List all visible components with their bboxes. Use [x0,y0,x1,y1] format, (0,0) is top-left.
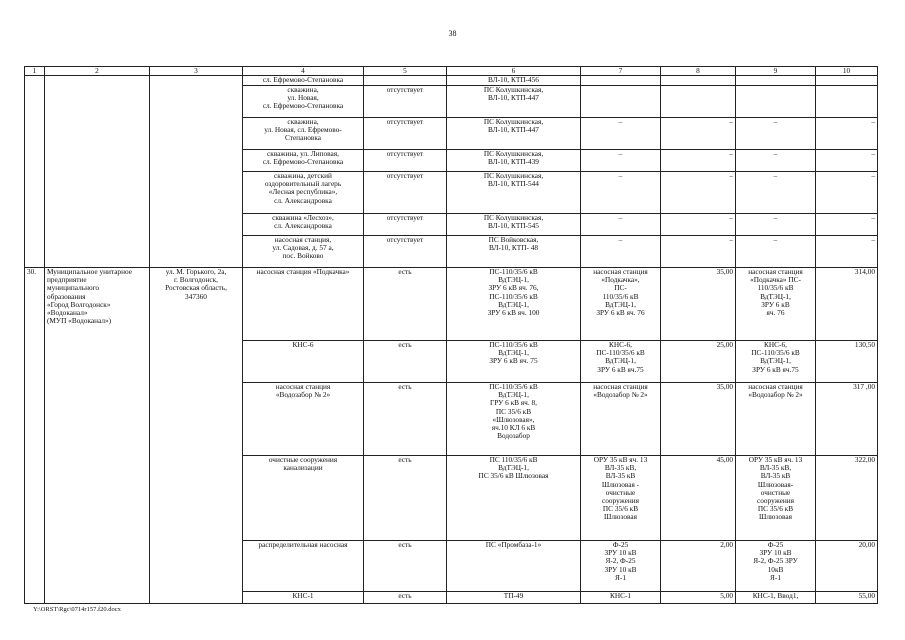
cell-col6: ПС Колушкинская, ВЛ-10, КТП-447 [447,86,581,118]
cell-col5: есть [364,456,447,541]
cell-col10: 317 ,00 [816,383,878,456]
cell-col9: насосная станция «Водозабор № 2» [736,383,816,456]
cell-col4: насосная станция, ул. Садовая, д. 57 а, пос. Войково [243,236,364,268]
cell-col8: – [661,118,736,150]
cell-col5: отсутствует [364,86,447,118]
cell-col5: есть [364,541,447,592]
cell-col5: есть [364,592,447,604]
footer-file-path: Y:\ORST\Rgc\0714r157.f20.docx [33,606,121,613]
org-name: Муниципальное унитарное предприятие муниципального образования «Город Волгодонск» «Водоканал» (МУП «Водоканал») [45,268,150,604]
cell-col10: – [816,118,878,150]
cell-col6: ТП-49 [447,592,581,604]
cell-col10 [816,76,878,86]
cell-col7: КНС-6, ПС-110/35/6 кВ ВдТЭЦ-1, ЗРУ 6 кВ яч.75 [581,341,661,383]
cell-col9 [736,76,816,86]
column-number: 6 [447,67,581,76]
org-address: ул. М. Горького, 2а, г. Волгодонск, Ростовская область, 347360 [150,268,243,604]
cell-col6: ПС-110/35/6 кВ ВдТЭЦ-1, ГРУ 6 кВ яч. 8, ПС 35/6 кВ «Шлюзовая», яч.10 КЛ 6 кВ Водозабор [447,383,581,456]
cell-col10: – [816,236,878,268]
cell-col10: 20,00 [816,541,878,592]
cell-col9: насосная станция «Подкачка» ПС- 110/35/6 кВ ВдТЭЦ-1, ЗРУ 6 кВ яч. 76 [736,268,816,341]
cell-col8: 2,00 [661,541,736,592]
cell-col7: КНС-1 [581,592,661,604]
cell-col4: КНС-6 [243,341,364,383]
cell-col9: – [736,214,816,236]
empty-continued-cell [150,76,243,268]
cell-col5: отсутствует [364,172,447,214]
cell-col5: есть [364,383,447,456]
cell-col7: – [581,118,661,150]
cell-col9: ОРУ 35 кВ яч. 13 ВЛ-35 кВ, ВЛ-35 кВ Шлюзовая- очистные сооружения ПС 35/6 кВ Шлюзовая [736,456,816,541]
column-number: 5 [364,67,447,76]
cell-col9: Ф-25 ЗРУ 10 кВ Я-2, Ф-25 ЗРУ 10кВ Я-1 [736,541,816,592]
cell-col9 [736,86,816,118]
cell-col7: насосная станция «Водозабор № 2» [581,383,661,456]
column-number: 7 [581,67,661,76]
cell-col9: – [736,150,816,172]
cell-col4: скважина, ул. Новая, сл. Ефремово- Степановка [243,118,364,150]
cell-col4: скважина, ул. Липовая, сл. Ефремово-Степановка [243,150,364,172]
column-number: 8 [661,67,736,76]
cell-col4: скважина, детский оздоровительный лагерь «Лесная республика», сл. Александровка [243,172,364,214]
cell-col4: скважина «Лесхоз», сл. Александровка [243,214,364,236]
cell-col10: 322,00 [816,456,878,541]
column-number: 3 [150,67,243,76]
cell-col5: отсутствует [364,118,447,150]
cell-col7 [581,86,661,118]
cell-col6: ПС-110/35/6 кВ ВдТЭЦ-1, ЗРУ 6 кВ яч. 76, ПС-110/35/6 кВ ВдТЭЦ-1, ЗРУ 6 кВ яч. 100 [447,268,581,341]
cell-col5: отсутствует [364,236,447,268]
empty-continued-cell [25,76,45,268]
cell-col6: ПС Колушкинская, ВЛ-10, КТП-439 [447,150,581,172]
column-number: 2 [45,67,150,76]
cell-col8: 35,00 [661,268,736,341]
cell-col7: – [581,214,661,236]
cell-col8: – [661,150,736,172]
cell-col7 [581,76,661,86]
table-row [25,76,878,86]
cell-col5 [364,76,447,86]
cell-col4: скважина, ул. Новая, сл. Ефремово-Степановка [243,86,364,118]
cell-col10: – [816,214,878,236]
cell-col7: – [581,236,661,268]
column-number: 4 [243,67,364,76]
cell-col8 [661,76,736,86]
page-number: 38 [448,29,457,38]
cell-col7: насосная станция «Подкачка», ПС- 110/35/6 кВ ВдТЭЦ-1, ЗРУ 6 кВ яч. 76 [581,268,661,341]
cell-col6: ПС Войковская, ВЛ-10, КТП- 48 [447,236,581,268]
cell-col6: ПС 110/35/6 кВ ВдТЭЦ-1, ПС 35/6 кВ Шлюзовая [447,456,581,541]
cell-col10 [816,86,878,118]
cell-col6: ПС Колушкинская, ВЛ-10, КТП-545 [447,214,581,236]
cell-col5: есть [364,341,447,383]
cell-col4: насосная станция «Подкачка» [243,268,364,341]
table-row [25,268,878,341]
cell-col8: 35,00 [661,383,736,456]
empty-continued-cell [45,76,150,268]
cell-col6: ПС Колушкинская, ВЛ-10, КТП-447 [447,118,581,150]
cell-col7: ОРУ 35 кВ яч. 13 ВЛ-35 кВ, ВЛ-35 кВ Шлюзовая - очистные сооружения ПС 35/6 кВ Шлюзовая [581,456,661,541]
cell-col8 [661,86,736,118]
column-number: 10 [816,67,878,76]
cell-col10: 314,00 [816,268,878,341]
org-number: 30. [25,268,45,604]
cell-col10: 130,50 [816,341,878,383]
cell-col4: сл. Ефремово-Степановка [243,76,364,86]
column-number: 9 [736,67,816,76]
cell-col8: – [661,236,736,268]
cell-col6: ВЛ-10, КТП-456 [447,76,581,86]
cell-col5: отсутствует [364,214,447,236]
cell-col7: – [581,150,661,172]
cell-col10: 55,00 [816,592,878,604]
column-number: 1 [25,67,45,76]
cell-col4: очистные сооружения канализации [243,456,364,541]
cell-col6: ПС-110/35/6 кВ ВдТЭЦ-1, ЗРУ 6 кВ яч. 75 [447,341,581,383]
cell-col6: ПС Колушкинская, ВЛ-10, КТП-544 [447,172,581,214]
cell-col4: КНС-1 [243,592,364,604]
cell-col8: 45,00 [661,456,736,541]
cell-col10: – [816,172,878,214]
cell-col7: Ф-25 ЗРУ 10 кВ Я-2, Ф-25 ЗРУ 10 кВ Я-1 [581,541,661,592]
cell-col9: КНС-6, ПС-110/35/6 кВ ВдТЭЦ-1, ЗРУ 6 кВ яч.75 [736,341,816,383]
cell-col6: ПС «Промбаза-1» [447,541,581,592]
cell-col4: распределительная насосная [243,541,364,592]
cell-col7: – [581,172,661,214]
cell-col9: КНС-1, Ввод1, [736,592,816,604]
cell-col8: – [661,214,736,236]
cell-col9: – [736,172,816,214]
cell-col5: отсутствует [364,150,447,172]
cell-col8: 25,00 [661,341,736,383]
cell-col9: – [736,118,816,150]
cell-col8: 5,00 [661,592,736,604]
cell-col4: насосная станция «Водозабор № 2» [243,383,364,456]
cell-col5: есть [364,268,447,341]
cell-col9: – [736,236,816,268]
column-numbers-row [25,67,878,76]
cell-col8: – [661,172,736,214]
cell-col10: – [816,150,878,172]
document-table [24,66,878,604]
